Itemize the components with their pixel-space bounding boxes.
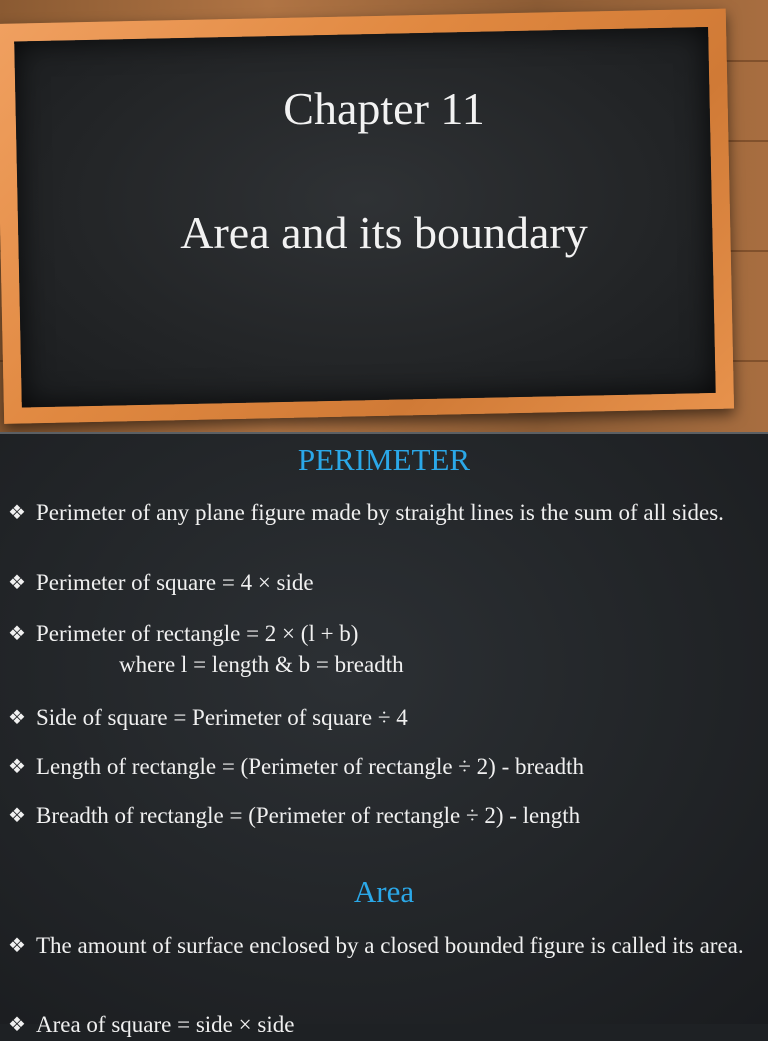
diamond-bullet-icon: ❖ <box>8 1014 26 1036</box>
diamond-bullet-icon: ❖ <box>8 805 26 827</box>
bullet-text <box>36 618 758 680</box>
bullet-text: Perimeter of square = 4 × side <box>36 570 314 595</box>
list-item <box>8 1009 758 1041</box>
diamond-bullet-icon: ❖ <box>8 935 26 957</box>
list-item <box>8 497 758 529</box>
list-item <box>8 567 758 599</box>
bullet-text: Breadth of rectangle = (Perimeter of rectangle ÷ 2) - length <box>36 803 581 828</box>
chapter-title: Chapter 11 <box>283 83 485 134</box>
list-item <box>8 618 758 680</box>
bullet-text: Perimeter of any plane figure made by straight lines is the sum of all sides. <box>36 500 724 525</box>
diamond-bullet-icon: ❖ <box>8 572 26 594</box>
bullet-text: Area of square = side × side <box>36 1012 295 1037</box>
list-item <box>8 702 758 734</box>
bullet-text: Length of rectangle = (Perimeter of rectangle ÷ 2) - breadth <box>36 754 584 779</box>
formula-text: Perimeter of rectangle = 2 × (l + b) <box>36 621 359 646</box>
list-item <box>8 930 758 962</box>
title-slide <box>0 0 768 432</box>
chapter-subtitle: Area and its boundary <box>180 207 588 258</box>
perimeter-heading: PERIMETER <box>297 442 471 477</box>
bullet-text: Side of square = Perimeter of square ÷ 4 <box>36 705 408 730</box>
diamond-bullet-icon: ❖ <box>8 623 26 645</box>
formula-note: where l = length & b = breadth <box>119 652 404 677</box>
bullet-text: The amount of surface enclosed by a closed bounded figure is called its area. <box>36 933 744 958</box>
list-item <box>8 751 758 783</box>
diamond-bullet-icon: ❖ <box>8 502 26 524</box>
area-heading: Area <box>353 874 415 909</box>
diamond-bullet-icon: ❖ <box>8 707 26 729</box>
list-item <box>8 800 758 832</box>
content-slide <box>0 434 768 1037</box>
diamond-bullet-icon: ❖ <box>8 756 26 778</box>
